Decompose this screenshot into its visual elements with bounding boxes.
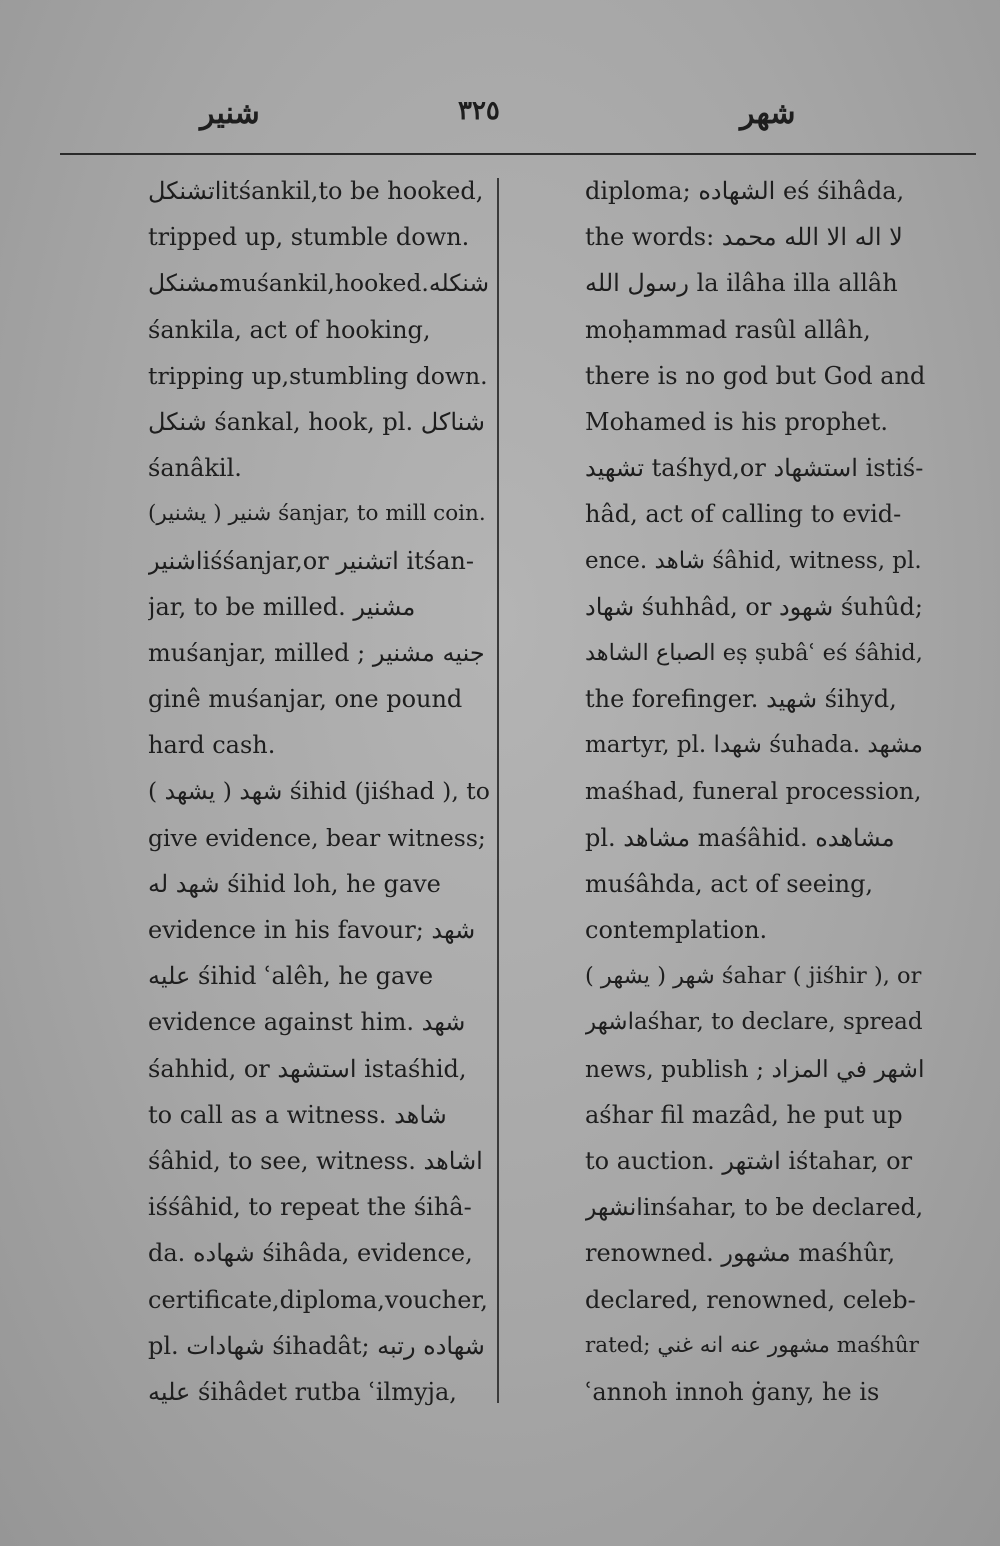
text-line: renowned. مشهور maśhûr, [585, 1239, 896, 1268]
text-line: give evidence, bear witness; [148, 823, 486, 852]
text-line: pl. مشاهد maśâhid. مشاهده [585, 823, 895, 852]
text-line: مشنكلmuśankil,hooked.شنكله [148, 269, 490, 298]
text-line: اشهرaśhar, to declare, spread [585, 1009, 923, 1036]
text-line: عليه śihid ʿalêh, he gave [148, 962, 434, 991]
text-line: da. شهاده śihâda, evidence, [148, 1239, 473, 1268]
text-line: عليه śihâdet rutba ʿilmyja, [148, 1377, 457, 1406]
text-line: pl. شهادات śihadât; شهاده رتبه [148, 1331, 485, 1360]
text-line: شهر ( يشهر ) śahar ( jiśhir ), or [585, 963, 922, 990]
text-line: diploma; الشهاده eś śihâda, [585, 177, 905, 205]
text-line: شهاد śuhhâd, or شهود śuhûd; [585, 592, 923, 621]
page-number: ٣٢٥ [458, 96, 500, 126]
text-line: hâd, act of calling to evid- [585, 500, 902, 529]
header-right-word: شهر [740, 96, 796, 131]
text-line: اشنيرiśśanjar,or اتشنير itśan- [148, 546, 474, 575]
text-line: رسول الله la ilâha illa allâh [585, 269, 898, 298]
text-line: evidence in his favour; شهد [148, 916, 476, 944]
text-line: Mohamed is his prophet. [585, 407, 889, 436]
text-line: انشهرinśahar, to be declared, [585, 1193, 924, 1222]
text-line: śankila, act of hooking, [148, 315, 431, 344]
text-line: شنكل śankal, hook, pl. شناكل [148, 407, 485, 436]
text-line: شهد ( يشهد ) śihid (jiśhad ), to [148, 777, 490, 806]
text-line: iśśâhid, to repeat the śihâ- [148, 1193, 472, 1222]
text-line: the words: لا اله الا الله محمد [585, 223, 903, 252]
header-rule [60, 153, 976, 155]
text-line: tripped up, stumble down. [148, 223, 470, 252]
text-line: شنير ( يشنير) śanjar, to mill coin. [148, 501, 486, 527]
text-line: declared, renowned, celeb- [585, 1285, 916, 1314]
text-line: śahhid, or استشهد istaśhid, [148, 1054, 467, 1083]
text-line: śâhid, to see, witness. اشاهد [148, 1146, 483, 1175]
text-line: contemplation. [585, 916, 768, 944]
text-line: there is no god but God and [585, 361, 925, 390]
text-line: to auction. اشتهر iśtahar, or [585, 1146, 913, 1175]
text-line: evidence against him. شهد [148, 1008, 466, 1037]
text-line: moḥammad rasûl allâh, [585, 315, 871, 344]
text-line: martyr, pl. شهدا śuhada. مشهد [585, 732, 923, 759]
text-line: the forefinger. شهيد śihyd, [585, 685, 897, 714]
text-line: to call as a witness. شاهد [148, 1100, 447, 1129]
text-line: ginê muśanjar, one pound [148, 685, 463, 714]
text-line: muśâhda, act of seeing, [585, 869, 874, 898]
text-line: news, publish ; اشهر في المزاد [585, 1054, 925, 1083]
text-line: hard cash. [148, 731, 276, 760]
text-line: شهد له śihid loh, he gave [148, 869, 441, 898]
header-left-word: شنير [200, 96, 260, 131]
text-line: ʿannoh innoh ġany, he is [585, 1377, 880, 1406]
text-line: ence. شاهد śâhid, witness, pl. [585, 547, 922, 574]
text-line: śanâkil. [148, 454, 242, 483]
text-line: maśhad, funeral procession, [585, 777, 922, 806]
text-line: اتشنكلitśankil,to be hooked, [148, 177, 484, 205]
text-line: تشهيد taśhyd,or استشهاد istiś- [585, 454, 924, 483]
text-line: الصباع الشاهد eṣ ṣubâʿ eś śâhid, [585, 639, 923, 666]
text-line: jar, to be milled. مشنير [148, 592, 416, 621]
right-column [585, 168, 925, 1415]
text-line: tripping up,stumbling down. [148, 361, 488, 390]
text-line: rated; مشهور عنه انه غني maśhûr [585, 1332, 919, 1358]
text-line: certificate,diploma,voucher, [148, 1285, 488, 1314]
text-line: aśhar fil mazâd, he put up [585, 1100, 903, 1129]
text-line: muśanjar, milled ; جنيه مشنير [148, 638, 485, 667]
column-divider [497, 178, 499, 1403]
left-column [148, 168, 490, 1415]
